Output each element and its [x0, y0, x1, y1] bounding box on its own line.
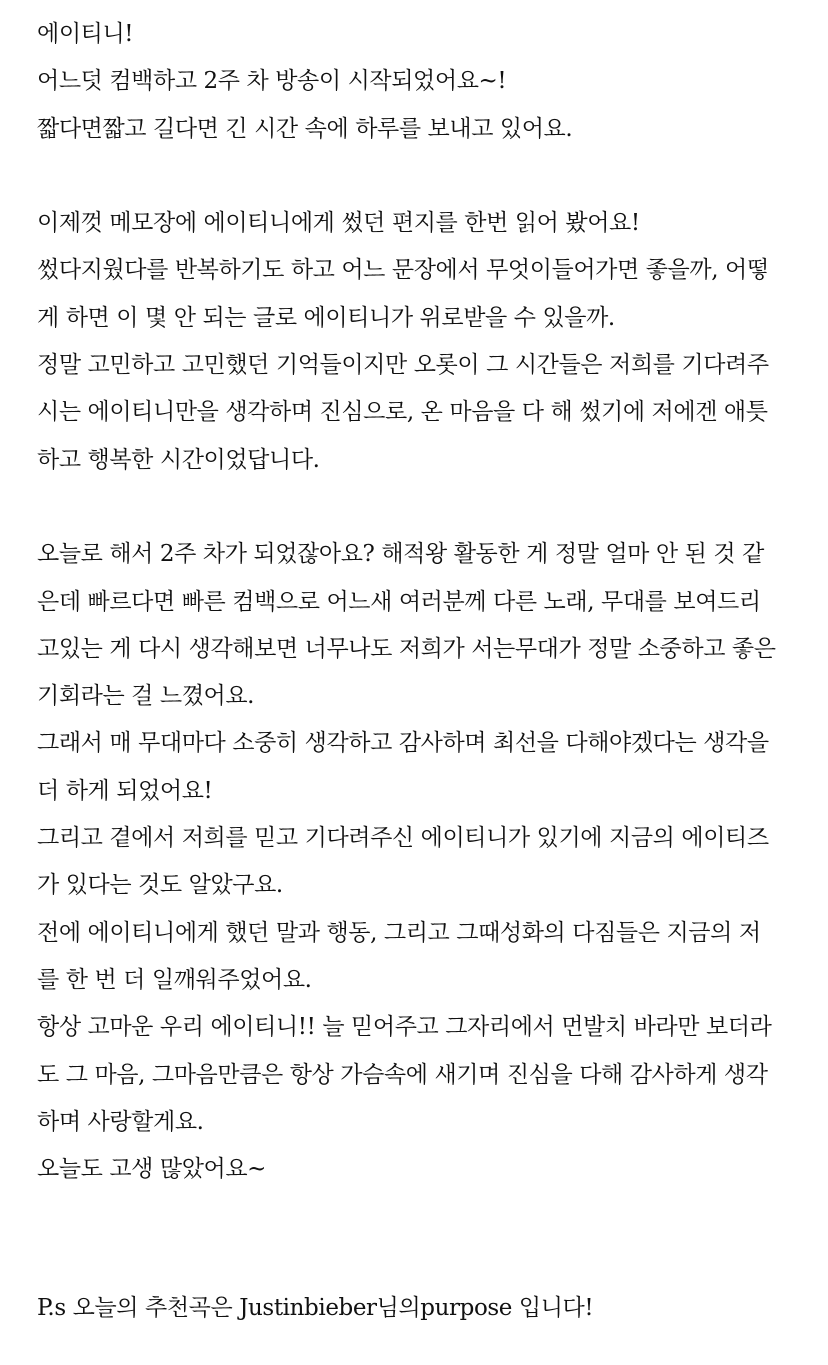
text-line: 가 있다는 것도 알았구요. [37, 872, 283, 899]
paragraph-thanks [37, 531, 797, 1193]
text-line: 짧다면짧고 길다면 긴 시간 속에 하루를 보내고 있어요. [37, 115, 573, 142]
postscript: P.s 오늘의 추천곡은 Justinbieber님의purpose 입니다! [37, 1295, 594, 1322]
text-line: 더 하게 되었어요! [37, 777, 213, 804]
text-line: 고있는 게 다시 생각해보면 너무나도 저희가 서는무대가 정말 소중하고 좋은 [37, 635, 776, 662]
text-line: 항상 고마운 우리 에이티니!! 늘 믿어주고 그자리에서 먼발치 바라만 보더라 [37, 1014, 772, 1041]
paragraph-spacer [37, 1193, 797, 1285]
paragraph-greeting [37, 11, 797, 153]
text-line: 에이티니! [37, 21, 134, 47]
text-line: 이제껏 메모장에 에이티니에게 썼던 편지를 한번 읽어 봤어요! [37, 210, 640, 237]
text-line: 전에 에이티니에게 했던 말과 행동, 그리고 그때성화의 다짐들은 지금의 저 [37, 919, 761, 946]
text-line: 시는 에이티니만을 생각하며 진심으로, 온 마음을 다 해 썼기에 저에겐 애틋 [37, 399, 768, 426]
paragraph-spacer [37, 484, 797, 531]
text-line: 어느덧 컴백하고 2주 차 방송이 시작되었어요~! [37, 68, 507, 95]
text-line: 하고 행복한 시간이었답니다. [37, 446, 320, 473]
text-line: 하며 사랑할게요. [37, 1108, 204, 1135]
text-line: 썼다지웠다를 반복하기도 하고 어느 문장에서 무엇이들어가면 좋을까, 어떻 [37, 257, 769, 284]
text-line: 게 하면 이 몇 안 되는 글로 에이티니가 위로받을 수 있을까. [37, 304, 615, 331]
text-line: 기회라는 걸 느꼈어요. [37, 683, 255, 710]
text-line: 그리고 곁에서 저희를 믿고 기다려주신 에이티니가 있기에 지금의 에이티즈 [37, 825, 769, 852]
text-line: 를 한 번 더 일깨워주었어요. [37, 966, 312, 993]
text-line: 은데 빠르다면 빠른 컴백으로 어느새 여러분께 다른 노래, 무대를 보여드리 [37, 588, 761, 615]
text-line: 정말 고민하고 고민했던 기억들이지만 오롯이 그 시간들은 저희를 기다려주 [37, 352, 769, 379]
paragraph-memo [37, 200, 797, 484]
text-line: 오늘로 해서 2주 차가 되었잖아요? 해적왕 활동한 게 정말 얼마 안 된 것 같 [37, 541, 764, 568]
text-line: 그래서 매 무대마다 소중히 생각하고 감사하며 최선을 다해야겠다는 생각을 [37, 730, 769, 757]
text-line: 오늘도 고생 많았어요~ [37, 1156, 267, 1183]
text-line: 도 그 마음, 그마음만큼은 항상 가슴속에 새기며 진심을 다해 감사하게 생각 [37, 1061, 768, 1088]
paragraph-spacer [37, 153, 797, 200]
letter-body [37, 11, 797, 1333]
